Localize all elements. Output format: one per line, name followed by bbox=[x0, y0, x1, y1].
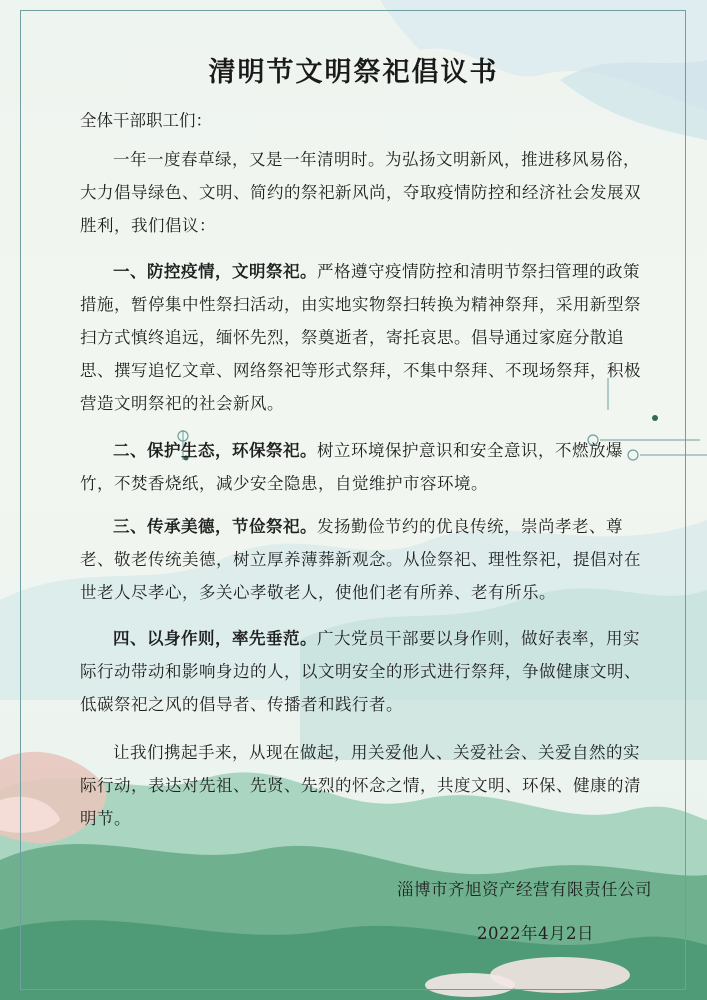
intro-paragraph: 一年一度春草绿，又是一年清明时。为弘扬文明新风，推进移风易俗，大力倡导绿色、文明、简约的祭祀新风尚，夺取疫情防控和经济社会发展双胜利，我们倡议： bbox=[80, 150, 641, 235]
section-3-heading: 三、传承美德，节俭祭祀。 bbox=[113, 517, 317, 536]
section-2-heading: 二、保护生态，环保祭祀。 bbox=[113, 441, 317, 460]
section-1-body: 严格遵守疫情防控和清明节祭扫管理的政策措施，暂停集中性祭扫活动，由实地实物祭扫转换为精神祭拜，采用新型祭扫方式慎终追远，缅怀先烈，祭奠逝者，寄托哀思。倡导通过家庭分散追思、撰写追忆文章、网络祭祀等形式祭拜，不集中祭拜、不现场祭拜，积极营造文明祭祀的社会新风。 bbox=[80, 262, 641, 413]
section-1 bbox=[80, 255, 650, 420]
section-4-body: 广大党员干部要以身作则，做好表率，用实际行动带动和影响身边的人，以文明安全的形式进行祭拜，争做健康文明、低碳祭祀之风的倡导者、传播者和践行者。 bbox=[80, 629, 641, 714]
signature-date: 2022年4月2日 bbox=[477, 924, 594, 943]
closing-paragraph: 让我们携起手来，从现在做起，用关爱他人、关爱社会、关爱自然的实际行动，表达对先祖、先贤、先烈的怀念之情，共度文明、环保、健康的清明节。 bbox=[80, 743, 641, 828]
section-4-heading: 四、以身作则，率先垂范。 bbox=[113, 629, 317, 648]
salutation: 全体干部职工们： bbox=[80, 111, 212, 130]
section-4 bbox=[80, 622, 650, 721]
signature-organization: 淄博市齐旭资产经营有限责任公司 bbox=[397, 880, 652, 899]
section-2 bbox=[80, 434, 650, 500]
section-1-heading: 一、防控疫情，文明祭祀。 bbox=[113, 262, 317, 281]
section-3-body: 发扬勤俭节约的优良传统，崇尚孝老、尊老、敬老传统美德，树立厚养薄葬新观念。从俭祭祀、理性祭祀，提倡对在世老人尽孝心，多关心孝敬老人，使他们老有所养、老有所乐。 bbox=[80, 517, 641, 602]
document-title: 清明节文明祭祀倡议书 bbox=[208, 57, 499, 88]
section-2-body: 树立环境保护意识和安全意识，不燃放爆竹，不焚香烧纸，减少安全隐患，自觉维护市容环境。 bbox=[80, 441, 623, 493]
section-3 bbox=[80, 510, 650, 609]
